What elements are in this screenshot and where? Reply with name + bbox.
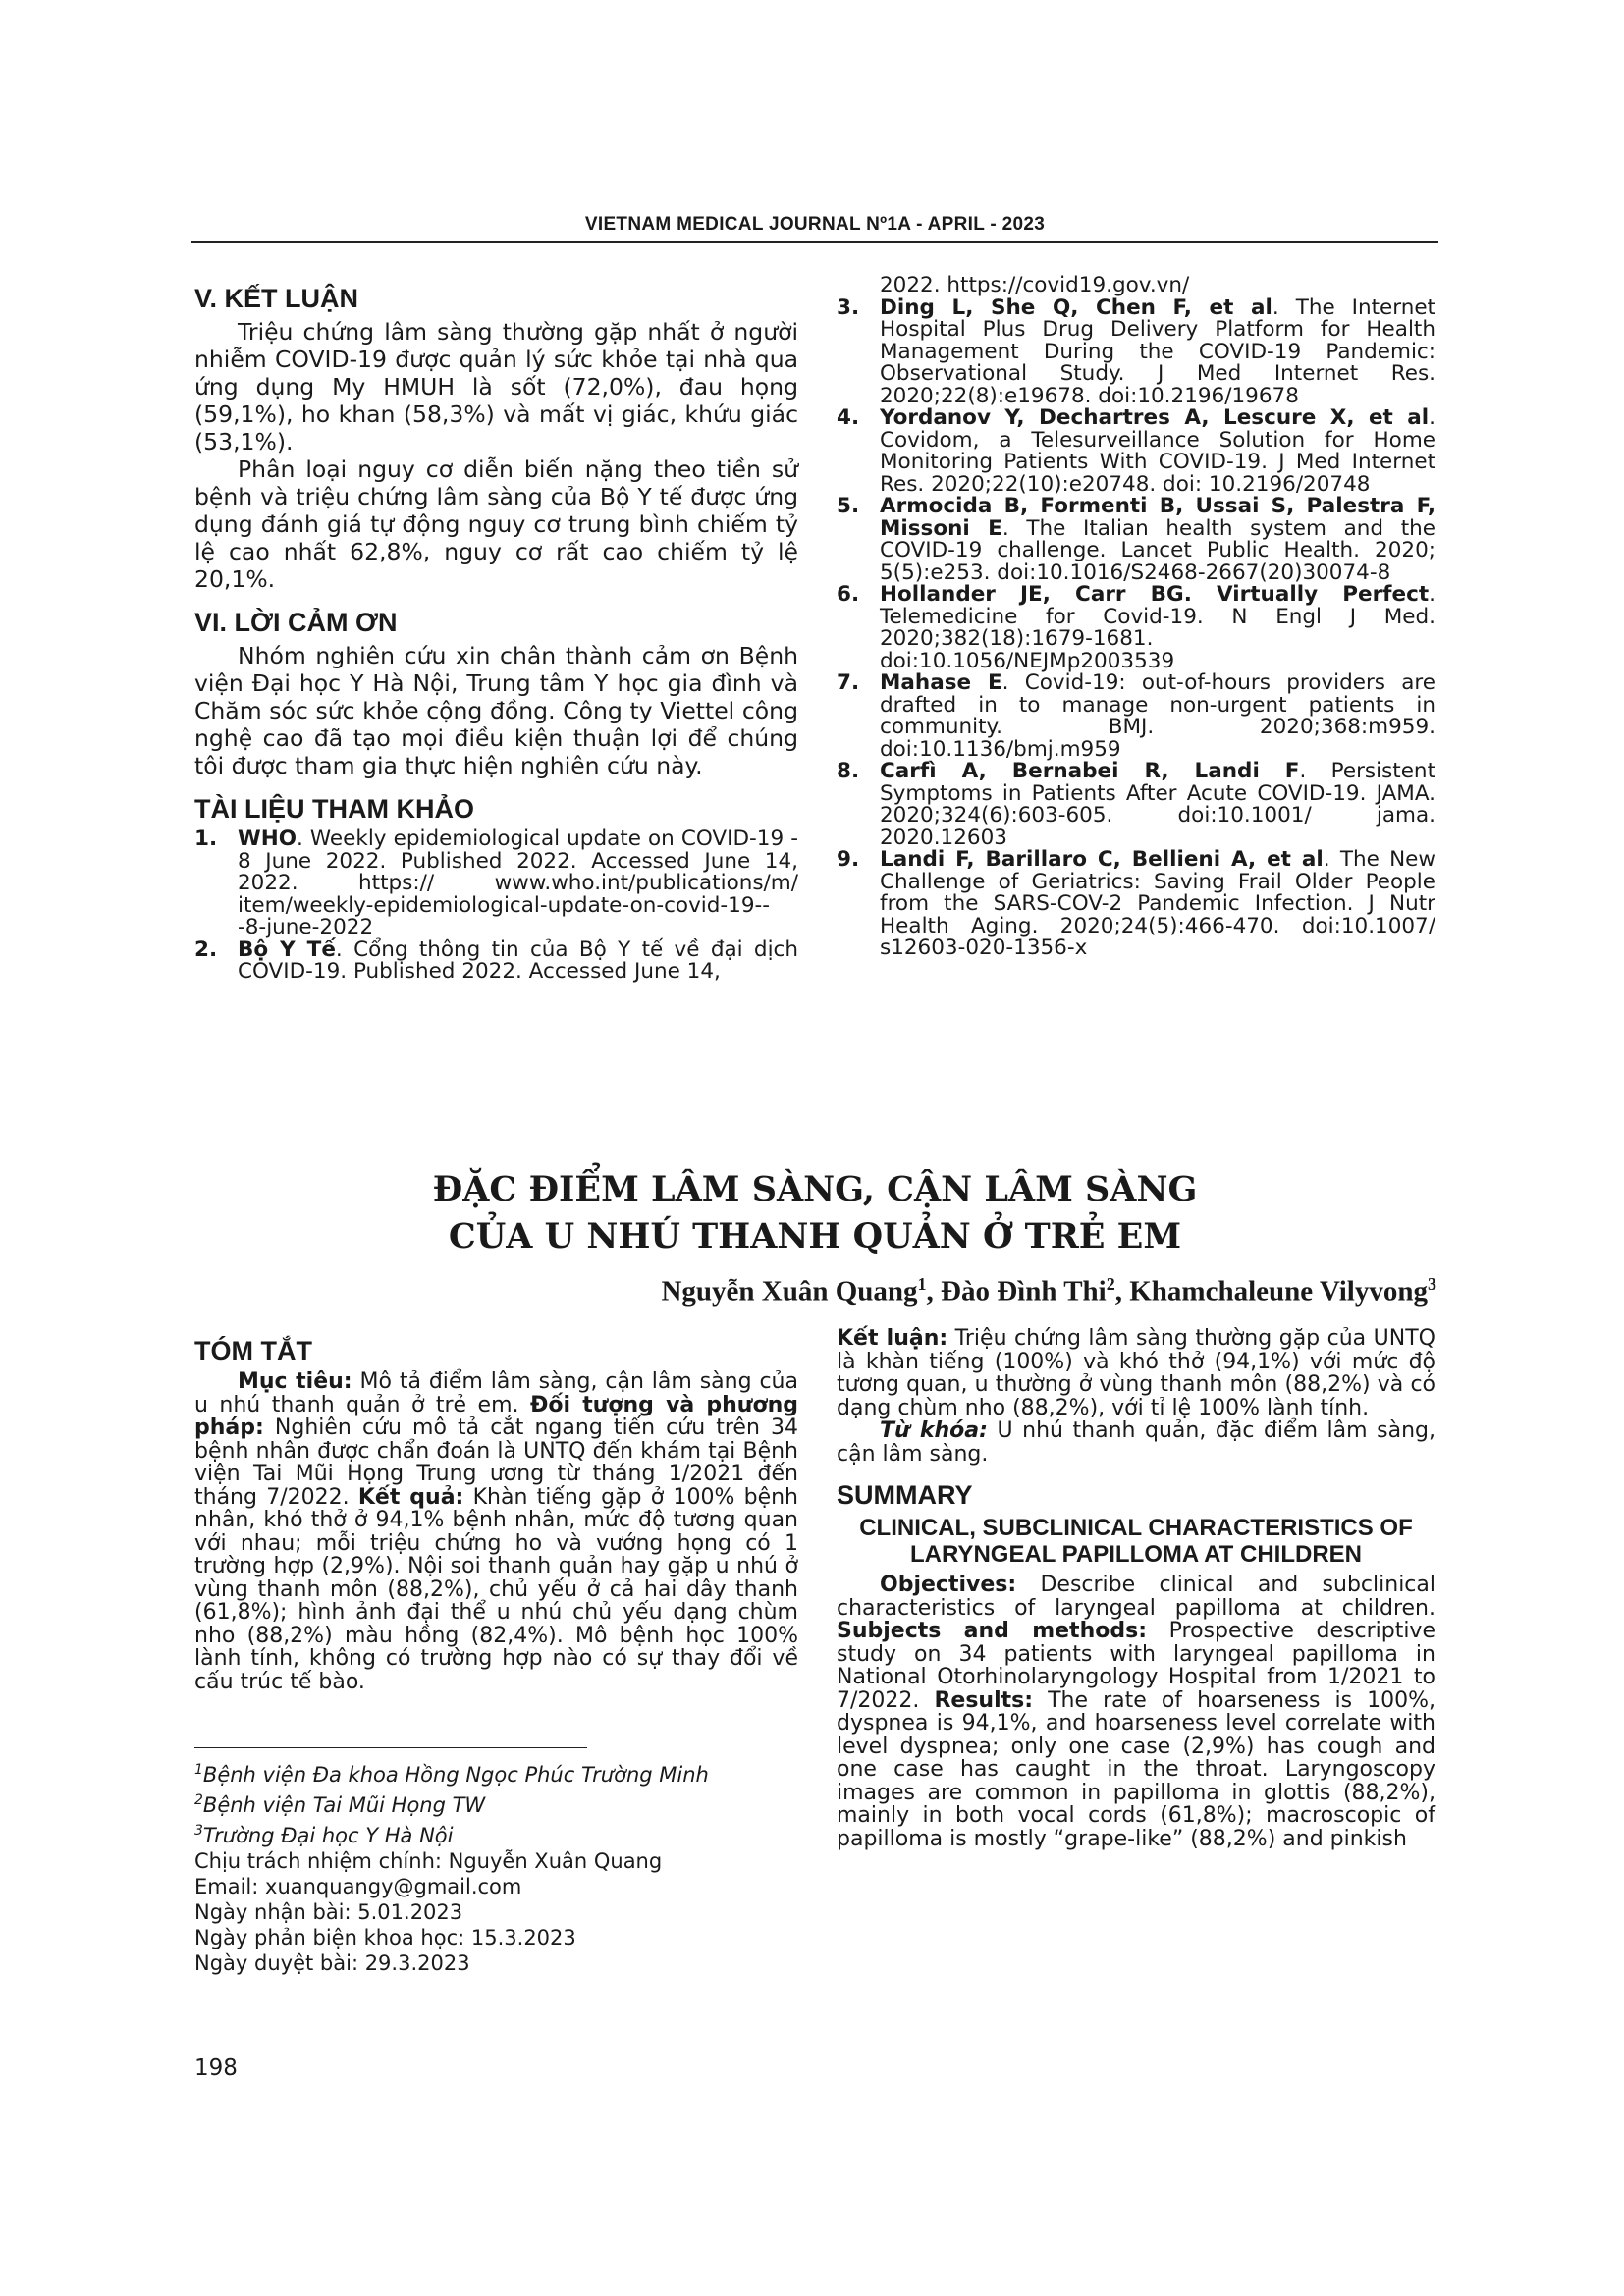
conclusion-paragraph-2: Phân loại nguy cơ diễn biến nặng theo tiền sử bệnh và triệu chứng lâm sàng của Bộ Y tế được ứng dụng đánh giá tự động nguy cơ trung bình chiếm tỷ lệ cao nhất 62,8%, nguy cơ rất cao chiếm tỷ lệ 20,1%. (194, 455, 798, 593)
author-name: Nguyễn Xuân Quang (661, 1275, 918, 1308)
summary-title: CLINICAL, SUBCLINICAL CHARACTERISTICS OF LARYNGEAL PAPILLOMA AT CHILDREN (859, 1515, 1413, 1568)
abstract-vi (194, 1335, 798, 1693)
reference-item: 8. Carfì A, Bernabei R, Landi F. Persistent Symptoms in Patients After Acute COVID-19. JAMA. 2020;324(6):603-605. doi:10.1001/ jama. 2020.12603 (837, 759, 1435, 850)
affiliation-1: $^1$Bệnh viện Đa khoa Hồng Ngọc Phúc Trường Minh (194, 1762, 709, 1787)
reference-item: 3. Ding L, She Q, Chen F, et al. The Internet Hospital Plus Drug Delivery Platform for Health Management During the COVID-19 Pandemic: Observational Study. J Med Internet Res. 2020;22(8):e19678. doi:10.2196/19678 (837, 294, 1435, 408)
date-reviewed: Ngày phản biện khoa học: 15.3.2023 (194, 1926, 576, 1949)
article-authors: Nguyễn Xuân Quang$^1$, Đào Đình Thi$^2$, Khamchaleune Vilyvong$^3$ (661, 1274, 1436, 1308)
right-column-top (837, 275, 1435, 960)
affiliation-2: $^2$Bệnh viện Tai Mũi Họng TW (194, 1792, 486, 1817)
reference-list-right (837, 294, 1435, 960)
references-heading: TÀI LIỆU THAM KHẢO (194, 794, 474, 824)
reference-item: 6. Hollander JE, Carr BG. Virtually Perfect. Telemedicine for Covid-19. N Engl J Med. 2020;382(18):1679-1681. doi:10.1056/NEJMp2003539 (837, 582, 1435, 673)
article-title-line-1: ĐẶC ĐIỂM LÂM SÀNG, CẬN LÂM SÀNG (432, 1169, 1198, 1209)
journal-header: VIETNAM MEDICAL JOURNAL Nº1A - APRIL - 2023 (584, 214, 1046, 235)
article-title-line-2: CỦA U NHÚ THANH QUẢN Ở TRẺ EM (448, 1216, 1182, 1256)
author-name: Khamchaleune Vilyvong (1129, 1275, 1428, 1308)
abstract-heading: TÓM TẮT (194, 1336, 312, 1365)
reference-item: 9. Landi F, Barillaro C, Bellieni A, et al. The New Challenge of Geriatrics: Saving Frail Older People from the SARS-COV-2 Pandemic Infection. J Nutr Health Aging. 2020;24(5):466-470. doi:10.1007/ s12603-020-1356-x (837, 847, 1435, 960)
date-accepted: Ngày duyệt bài: 29.3.2023 (194, 1951, 470, 1975)
author-affiliation-mark: 2 (1106, 1274, 1115, 1294)
thanks-paragraph: Nhóm nghiên cứu xin chân thành cảm ơn Bệnh viện Đại học Y Hà Nội, Trung tâm Y học gia đình và Chăm sóc sức khỏe cộng đồng. Công ty Viettel công nghệ cao đã tạo mọi điều kiện thuận lợi để chúng tôi được tham gia thực hiện nghiên cứu này. (194, 642, 798, 779)
summary-heading: SUMMARY (837, 1480, 973, 1510)
conclusion-heading: V. KẾT LUẬN (194, 284, 359, 313)
author-affiliation-mark: 1 (917, 1274, 927, 1294)
reference-item: 2. Bộ Y Tế. Cổng thông tin của Bộ Y tế về đại dịch COVID-19. Published 2022. Accessed June 14, (194, 936, 799, 984)
left-column-top (194, 283, 798, 984)
reference-item: 5. Armocida B, Formenti B, Ussai S, Palestra F, Missoni E. The Italian health system and the COVID-19 challenge. Lancet Public Health. 2020; 5(5):e253. doi:10.1016/S2468-2667(20)30074-8 (837, 494, 1435, 585)
author-affiliation-mark: 3 (1428, 1274, 1436, 1294)
abstract-body: Mục tiêu: Mô tả điểm lâm sàng, cận lâm sàng của u nhú thanh quản ở trẻ em. Đối tượng và phương pháp: Nghiên cứu mô tả cắt ngang tiến cứu trên 34 bệnh nhân được chẩn đoán là UNTQ đến khám tại Bệnh viện Tai Mũi Họng Trung ương từ tháng 1/2021 đến tháng 7/2022. Kết quả: Khàn tiếng gặp ở 100% bệnh nhân, khó thở ở 94,1% bệnh nhân, mức độ tương quan với nhau; mỗi triệu chứng ho và vướng họng có 1 trường hợp (2,9%). Nội soi thanh quản hay gặp u nhú ở vùng thanh môn (88,2%), chủ yếu ở cả hai dây thanh (61,8%); hình ảnh đại thể u nhú chủ yếu dạng chùm nho (88,2%) màu hồng (82,4%). Mô bệnh học 100% lành tính, không có trường hợp nào có sự thay đổi về cấu trúc tế bào. (194, 1369, 799, 1694)
date-received: Ngày nhận bài: 5.01.2023 (194, 1900, 463, 1924)
footnotes (194, 1757, 798, 1976)
reference-item: 7. Mahase E. Covid-19: out-of-hours providers are drafted in to manage non-urgent patients in community. BMJ. 2020;368:m959. doi:10.1136/bmj.m959 (837, 670, 1435, 762)
abstract-continued (837, 1327, 1435, 1850)
reference-item: 1. WHO. Weekly epidemiological update on COVID-19 - 8 June 2022. Published 2022. Accessed June 14, 2022. https:// www.who.int/publications/m/ item/weekly-epidemiological-update-on-covid-19---8-june-2022 (194, 827, 798, 939)
conclusion-paragraph-1: Triệu chứng lâm sàng thường gặp nhất ở người nhiễm COVID-19 được quản lý sức khỏe tại nhà qua ứng dụng My HMUH là sốt (72,0%), đau họng (59,1%), ho khan (58,3%) và mất vị giác, khứu giác (53,1%). (194, 318, 798, 455)
reference-2-continuation: 2022. https://covid19.gov.vn/ (880, 273, 1190, 297)
header-rule (191, 241, 1438, 243)
reference-list-left (194, 828, 798, 984)
abstract-keywords: Từ khóa: U nhú thanh quản, đặc điểm lâm sàng, cận lâm sàng. (837, 1418, 1435, 1467)
thanks-heading: VI. LỜI CẢM ƠN (194, 608, 398, 637)
contact-email: Email: xuanquangy@gmail.com (194, 1875, 522, 1898)
page-number: 198 (194, 2056, 238, 2081)
summary-body: Objectives: Describe clinical and subclinical characteristics of laryngeal papilloma at children. Subjects and methods: Prospective descriptive study on 34 patients with laryngeal papilloma in National Otorhinolaryngology Hospital from 1/2021 to 7/2022. Results: The rate of hoarseness is 100%, dyspnea is 94,1%, and hoarseness level correlate with level dyspnea; only one case (2,9%) has cough and one case has caught in the throat. Laryngoscopy images are common in papilloma in glottis (88,2%), mainly in both vocal cords (61,8%); macroscopic of papilloma is mostly “grape-like” (88,2%) and pinkish (837, 1573, 1435, 1851)
abstract-conclusion: Kết luận: Triệu chứng lâm sàng thường gặp của UNTQ là khàn tiếng (100%) và khó thở (94,1%) với mức độ tương quan, u thường ở vùng thanh môn (88,2%) và có dạng chùm nho (88,2%), với tỉ lệ 100% lành tính. (837, 1326, 1435, 1420)
affiliation-3: $^3$Trường Đại học Y Hà Nội (194, 1823, 454, 1847)
responsible-author: Chịu trách nhiệm chính: Nguyễn Xuân Quang (194, 1849, 663, 1873)
reference-item: 4. Yordanov Y, Dechartres A, Lescure X, et al. Covidom, a Telesurveillance Solution for Home Monitoring Patients With COVID-19. J Med Internet Res. 2020;22(10):e20748. doi: 10.2196/20748 (837, 405, 1435, 497)
author-name: Đào Đình Thi (941, 1275, 1107, 1308)
article-title (191, 1166, 1438, 1260)
footnote-rule (194, 1747, 587, 1748)
